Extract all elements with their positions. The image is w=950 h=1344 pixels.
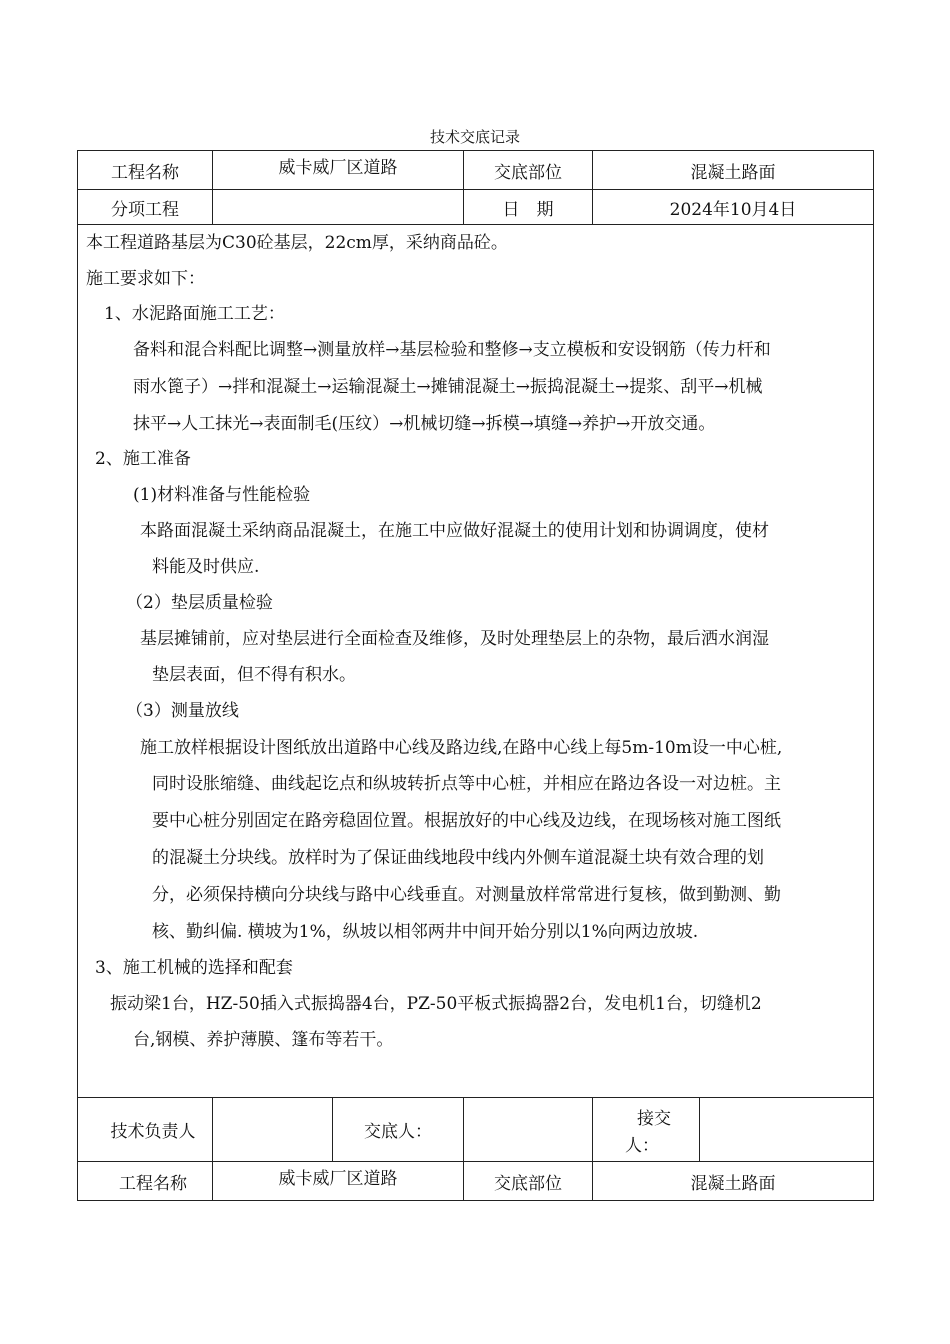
section-2-3-title: （3）测量放线 [126,701,239,721]
tech-lead-label: 技术负责人 [110,1122,196,1142]
section-3-line: 台,钢模、养护薄膜、篷布等若干。 [133,1030,394,1050]
intro-text: 本工程道路基层为C30砼基层，22cm厚，采纳商品砼。 [86,233,508,253]
section-1-title: 1、水泥路面施工工艺： [104,304,285,324]
project-name-value: 威卡威厂区道路 [278,158,398,178]
section-1-line: 抹平→人工抹光→表面制毛(压纹）→机械切缝→拆模→填缝→养护→开放交通。 [133,414,716,434]
section-2-1-line: 料能及时供应. [152,557,260,577]
receiver-label [593,1098,699,1161]
date-label: 日 期 [502,199,554,220]
project-name-label: 工程名称 [111,162,179,183]
receiver-label-line2: 人： [625,1135,659,1156]
requirements-heading: 施工要求如下： [86,269,205,289]
section-2-3-line: 同时设胀缩缝、曲线起讫点和纵坡转折点等中心桩，并相应在路边各设一对边桩。主 [152,774,781,794]
handover-part-value: 混凝土路面 [690,162,776,183]
handover-part-value-footer: 混凝土路面 [690,1173,776,1194]
handover-part-label-footer: 交底部位 [494,1173,562,1194]
date-value: 2024年10月4日 [669,199,797,220]
sub-project-label: 分项工程 [111,199,179,220]
handover-person-label: 交底人： [364,1122,432,1142]
section-2-3-line: 要中心桩分别固定在路旁稳固位置。根据放好的中心线及边线，在现场核对施工图纸 [152,811,781,831]
section-2-2-title: （2）垫层质量检验 [126,593,273,613]
section-2-1-title: (1)材料准备与性能检验 [133,485,311,505]
tech-lead-signature[interactable] [213,1098,332,1161]
section-2-2-line: 垫层表面，但不得有积水。 [152,665,356,685]
project-name-value-footer: 威卡威厂区道路 [278,1169,398,1189]
section-3-line: 振动梁1台，HZ-50插入式振捣器4台，PZ-50平板式振捣器2台，发电机1台，切缝机2 [110,994,762,1014]
section-2-3-line: 核、勤纠偏. 横坡为1%，纵坡以相邻两井中间开始分别以1%向两边放坡. [152,922,699,942]
sub-project-value [213,190,463,224]
section-2-2-line: 基层摊铺前，应对垫层进行全面检查及维修，及时处理垫层上的杂物，最后洒水润湿 [140,629,769,649]
section-2-3-line: 分，必须保持横向分块线与路中心线垂直。对测量放样常常进行复核，做到勤测、勤 [152,885,781,905]
section-2-title: 2、施工准备 [95,449,191,469]
section-2-3-line: 施工放样根据设计图纸放出道路中心线及路边线,在路中心线上每5m-10m设一中心桩, [140,738,783,758]
section-1-line: 雨水篦子）→拌和混凝土→运输混凝土→摊铺混凝土→振捣混凝土→提浆、刮平→机械 [133,377,763,397]
section-3-title: 3、施工机械的选择和配套 [95,958,293,978]
receiver-signature[interactable] [700,1098,873,1161]
project-name-label-footer: 工程名称 [119,1173,187,1194]
section-2-1-line: 本路面混凝土采纳商品混凝土，在施工中应做好混凝土的使用计划和协调调度，使材 [140,521,769,541]
section-1-line: 备料和混合料配比调整→测量放样→基层检验和整修→支立模板和安设钢筋（传力杆和 [133,340,771,360]
section-2-3-line: 的混凝土分块线。放样时为了保证曲线地段中线内外侧车道混凝土块有效合理的划 [152,848,764,868]
handover-part-label: 交底部位 [494,162,562,183]
receiver-label-line1: 接交 [637,1108,671,1129]
handover-person-signature[interactable] [464,1098,592,1161]
document-title: 技术交底记录 [429,128,520,146]
